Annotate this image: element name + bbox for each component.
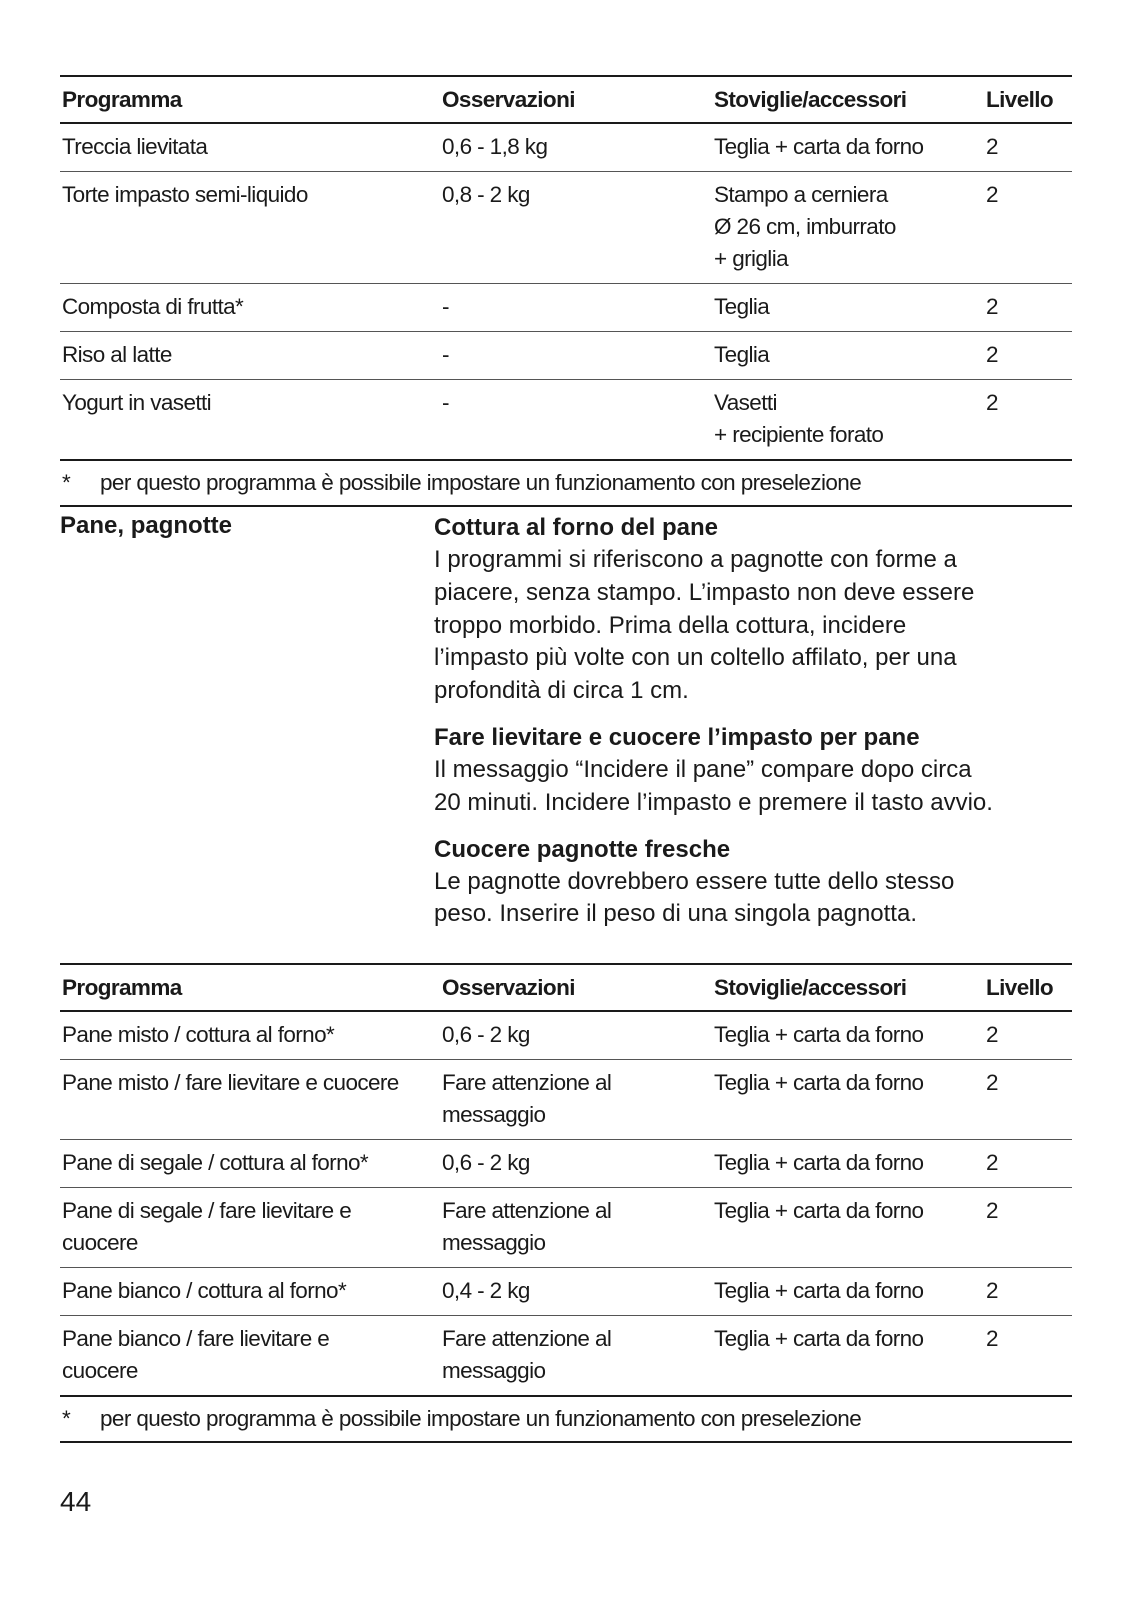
- cell-line: Pane misto / cottura al forno*: [62, 1022, 335, 1047]
- footnote-mark: *: [62, 470, 71, 495]
- page-number: 44: [60, 1486, 92, 1517]
- paragraph-line: 20 minuti. Incidere l’impasto e premere il tasto avvio.: [434, 788, 993, 816]
- header-programma: Programma: [62, 974, 182, 1000]
- cell-line: Teglia + carta da forno: [714, 1326, 924, 1351]
- cell-livello: 2: [986, 1198, 998, 1223]
- cell-stoviglie: [714, 1067, 986, 1131]
- table-row: [60, 1268, 1072, 1316]
- cell-line: Teglia + carta da forno: [714, 1022, 924, 1047]
- cell-line: Teglia + carta da forno: [714, 1070, 924, 1095]
- paragraph-line: profondità di circa 1 cm.: [434, 677, 689, 705]
- cell-stoviglie: [714, 387, 986, 451]
- table-row: [60, 124, 1072, 172]
- cell-osservazioni: [442, 1019, 714, 1051]
- header-stoviglie: Stoviglie/accessori: [714, 974, 907, 1000]
- cell-line: messaggio: [442, 1102, 546, 1127]
- subsection-paragraph: [434, 866, 1054, 932]
- cell-livello: 2: [986, 1278, 998, 1303]
- subsection-paragraph: [434, 544, 1054, 708]
- cell-line: Teglia + carta da forno: [714, 1150, 924, 1175]
- cell-line: Teglia: [714, 342, 770, 367]
- table-row: [60, 1012, 1072, 1060]
- cell-stoviglie: [714, 291, 986, 323]
- cell-livello: 2: [986, 1022, 998, 1047]
- cell-line: 0,8 - 2 kg: [442, 182, 530, 207]
- cell-line: 0,6 - 2 kg: [442, 1150, 530, 1175]
- cell-line: Pane di segale / fare lievitare e: [62, 1198, 352, 1223]
- cell-line: Composta di frutta*: [62, 294, 244, 319]
- paragraph-line: Le pagnotte dovrebbero essere tutte dello stesso: [434, 867, 955, 895]
- cell-line: Teglia + carta da forno: [714, 134, 924, 159]
- cell-line: -: [442, 390, 449, 415]
- cell-stoviglie: [714, 131, 986, 163]
- cell-line: Fare attenzione al: [442, 1326, 612, 1351]
- cell-osservazioni: [442, 1323, 714, 1387]
- cell-programma: [60, 387, 442, 451]
- cell-line: + recipiente forato: [714, 422, 884, 447]
- cell-programma: [60, 1195, 442, 1259]
- table-header: [60, 75, 1072, 124]
- table-row: [60, 172, 1072, 284]
- cell-osservazioni: [442, 291, 714, 323]
- subsection-heading: Cuocere pagnotte fresche: [434, 835, 731, 863]
- cell-osservazioni: [442, 131, 714, 163]
- paragraph-line: piacere, senza stampo. L’impasto non deve essere: [434, 578, 975, 606]
- cell-line: Pane bianco / fare lievitare e: [62, 1326, 330, 1351]
- cell-programma: [60, 1019, 442, 1051]
- cell-line: Teglia + carta da forno: [714, 1278, 924, 1303]
- cell-line: 0,6 - 2 kg: [442, 1022, 530, 1047]
- cell-programma: [60, 1323, 442, 1387]
- cell-line: Teglia: [714, 294, 770, 319]
- cell-stoviglie: [714, 1195, 986, 1259]
- table-header: [60, 963, 1072, 1012]
- cell-osservazioni: [442, 1067, 714, 1131]
- paragraph-line: troppo morbido. Prima della cottura, incidere: [434, 611, 907, 639]
- cell-stoviglie: [714, 1323, 986, 1387]
- section-title: Pane, pagnotte: [60, 512, 233, 539]
- header-osservazioni: Osservazioni: [442, 974, 575, 1000]
- header-livello: Livello: [986, 86, 1054, 112]
- cell-line: 0,6 - 1,8 kg: [442, 134, 548, 159]
- cell-line: Ø 26 cm, imburrato: [714, 214, 896, 239]
- table-row: [60, 380, 1072, 461]
- cell-livello: 2: [986, 134, 998, 159]
- cell-line: -: [442, 294, 449, 319]
- cell-line: Fare attenzione al: [442, 1198, 612, 1223]
- cell-livello: 2: [986, 1326, 998, 1351]
- cell-line: messaggio: [442, 1358, 546, 1383]
- cell-programma: [60, 291, 442, 323]
- subsection-heading: Fare lievitare e cuocere l’impasto per pane: [434, 723, 920, 751]
- paragraph-line: Il messaggio “Incidere il pane” compare dopo circa: [434, 755, 972, 783]
- footnote-mark: *: [62, 1406, 71, 1431]
- cell-line: Pane bianco / cottura al forno*: [62, 1278, 347, 1303]
- cell-osservazioni: [442, 1195, 714, 1259]
- cell-line: Torte impasto semi-liquido: [62, 182, 308, 207]
- subsection-paragraph: [434, 754, 1054, 820]
- program-table-1: [60, 75, 1072, 507]
- table-row: [60, 1188, 1072, 1268]
- cell-programma: [60, 131, 442, 163]
- cell-line: -: [442, 342, 449, 367]
- header-programma: Programma: [62, 86, 182, 112]
- cell-line: + griglia: [714, 246, 789, 271]
- table-footnote: [60, 1397, 1072, 1443]
- cell-programma: [60, 179, 442, 275]
- cell-programma: [60, 339, 442, 371]
- cell-line: 0,4 - 2 kg: [442, 1278, 530, 1303]
- cell-livello: 2: [986, 342, 998, 367]
- program-table-2: [60, 963, 1072, 1443]
- cell-osservazioni: [442, 1275, 714, 1307]
- table-row: [60, 332, 1072, 380]
- header-stoviglie: Stoviglie/accessori: [714, 86, 907, 112]
- cell-line: cuocere: [62, 1358, 138, 1383]
- cell-livello: 2: [986, 390, 998, 415]
- paragraph-line: peso. Inserire il peso di una singola pagnotta.: [434, 900, 917, 928]
- cell-line: Stampo a cerniera: [714, 182, 888, 207]
- cell-programma: [60, 1147, 442, 1179]
- table-row: [60, 1140, 1072, 1188]
- table-footnote: [60, 461, 1072, 507]
- table-row: [60, 1316, 1072, 1397]
- cell-programma: [60, 1067, 442, 1131]
- table-row: [60, 284, 1072, 332]
- cell-line: Teglia + carta da forno: [714, 1198, 924, 1223]
- cell-line: Pane di segale / cottura al forno*: [62, 1150, 369, 1175]
- cell-stoviglie: [714, 1275, 986, 1307]
- cell-line: Yogurt in vasetti: [62, 390, 212, 415]
- paragraph-line: l’impasto più volte con un coltello affilato, per una: [434, 644, 957, 672]
- cell-stoviglie: [714, 179, 986, 275]
- cell-livello: 2: [986, 1070, 998, 1095]
- cell-line: Riso al latte: [62, 342, 172, 367]
- footnote-text: per questo programma è possibile impostare un funzionamento con preselezione: [100, 470, 862, 495]
- section-body: [434, 512, 1054, 945]
- footnote-text: per questo programma è possibile impostare un funzionamento con preselezione: [100, 1406, 862, 1431]
- cell-line: Pane misto / fare lievitare e cuocere: [62, 1070, 399, 1095]
- cell-osservazioni: [442, 339, 714, 371]
- cell-line: messaggio: [442, 1230, 546, 1255]
- cell-osservazioni: [442, 1147, 714, 1179]
- cell-stoviglie: [714, 1147, 986, 1179]
- cell-livello: 2: [986, 1150, 998, 1175]
- paragraph-line: I programmi si riferiscono a pagnotte con forme a: [434, 546, 957, 573]
- cell-osservazioni: [442, 387, 714, 451]
- cell-livello: 2: [986, 294, 998, 319]
- header-livello: Livello: [986, 974, 1054, 1000]
- cell-line: Fare attenzione al: [442, 1070, 612, 1095]
- cell-line: cuocere: [62, 1230, 138, 1255]
- cell-line: Treccia lievitata: [62, 134, 208, 159]
- subsection-heading: Cottura al forno del pane: [434, 514, 719, 541]
- cell-programma: [60, 1275, 442, 1307]
- cell-livello: 2: [986, 182, 998, 207]
- section-pane-pagnotte: [60, 512, 1072, 932]
- cell-stoviglie: [714, 339, 986, 371]
- table-body: [60, 124, 1072, 461]
- cell-stoviglie: [714, 1019, 986, 1051]
- cell-line: Vasetti: [714, 390, 777, 415]
- table-body: [60, 1012, 1072, 1397]
- table-row: [60, 1060, 1072, 1140]
- cell-osservazioni: [442, 179, 714, 275]
- header-osservazioni: Osservazioni: [442, 86, 575, 112]
